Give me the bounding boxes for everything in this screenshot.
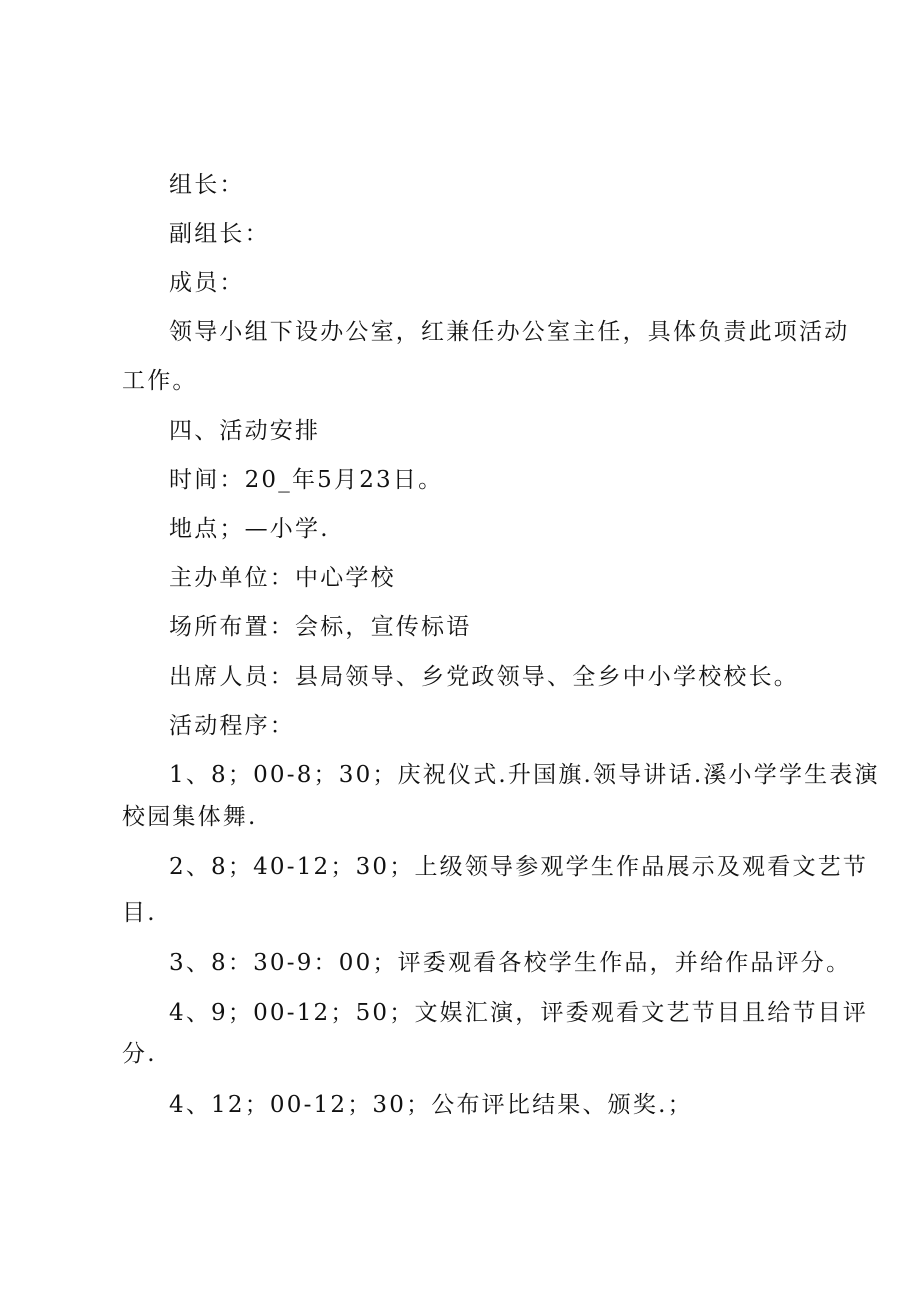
line-deputy-leader: 副组长： bbox=[169, 221, 270, 247]
line-group-leader: 组长： bbox=[169, 172, 245, 198]
program-item-4-cont: 分. bbox=[122, 1041, 157, 1067]
line-location: 地点；—小学. bbox=[169, 516, 330, 542]
program-item-4: 4、9；00-12；50；文娱汇演，评委观看文艺节目且给节目评 bbox=[169, 1000, 869, 1026]
line-program-heading: 活动程序： bbox=[169, 713, 295, 739]
line-members: 成员： bbox=[169, 270, 245, 296]
line-office-setup-cont: 工作。 bbox=[122, 368, 198, 394]
program-item-3: 3、8：30-9：00；评委观看各校学生作品，并给作品评分。 bbox=[169, 950, 852, 976]
line-organizer: 主办单位：中心学校 bbox=[169, 565, 396, 591]
program-item-1: 1、8；00-8；30；庆祝仪式.升国旗.领导讲话.溪小学学生表演 bbox=[169, 762, 880, 788]
line-venue-setup: 场所布置：会标，宣传标语 bbox=[169, 614, 472, 640]
section-heading-activity-arrangement: 四、活动安排 bbox=[169, 418, 321, 444]
program-item-1-cont: 校园集体舞. bbox=[122, 804, 258, 830]
line-time: 时间：20_年5月23日。 bbox=[169, 467, 444, 493]
program-item-2: 2、8；40-12；30；上级领导参观学生作品展示及观看文艺节 bbox=[169, 854, 869, 880]
line-attendees: 出席人员：县局领导、乡党政领导、全乡中小学校校长。 bbox=[169, 664, 799, 690]
line-office-setup: 领导小组下设办公室，红兼任办公室主任，具体负责此项活动 bbox=[169, 319, 850, 345]
program-item-2-cont: 目. bbox=[122, 900, 157, 926]
program-item-5: 4、12；00-12；30；公布评比结果、颁奖.； bbox=[169, 1092, 693, 1118]
